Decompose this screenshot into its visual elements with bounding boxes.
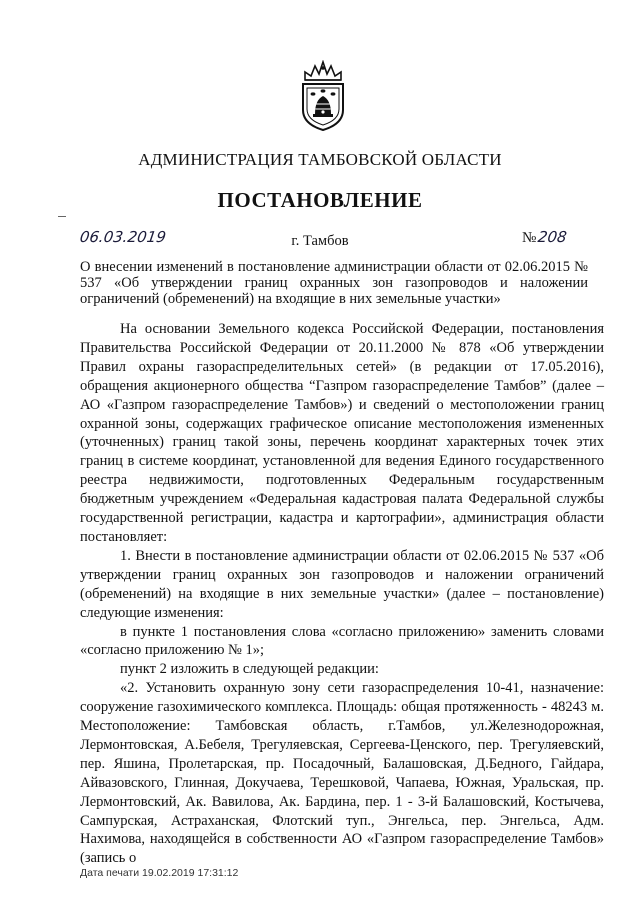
document-type-heading: ПОСТАНОВЛЕНИЕ: [217, 188, 423, 212]
resolution-title: О внесении изменений в постановление администрации области от 02.06.2015 № 537 «Об утверждении границ охранных зон газопроводов и наложении ограничений (обременений) на входящие в них земельные участки»: [80, 259, 588, 307]
resolution-body: [80, 320, 604, 868]
item-2-quote-paragraph: «2. Установить охранную зону сети газораспределения 10-41, назначение: сооружение газохимического комплекса. Площадь: общая протяженность - 48243 м. Местоположение: Тамбовская область, г.Тамбов, ул.Железнодорожная, Лермонтовская, А.Бебеля, Трегуляевская, Сергеева-Ценского, пер. Трегуляевский, пер. Яшина, Пролетарская, пр. Посадочный, Балашовская, Д.Бедного, Гайдара, Айвазовского, Глинная, Докучаева, Терешковой, Чапаева, Южная, Уральская, пр. Лермонтовский, Ак. Вавилова, Ак. Бардина, пер. 1 - 3-й Балашовский, Костычева, Сампурская, Астраханская, Флотский туп., Энгельса, пер. Энгельса, Адм. Нахимова, находящейся в собственности АО «Газпром газораспределение Тамбов» (запись о: [80, 680, 604, 867]
item-1-paragraph: 1. Внести в постановление администрации области от 02.06.2015 № 537 «Об утверждении границ охранных зон газопроводов и наложении ограничений (обременений) на входящие в них земельные участки» (далее – постановление) следующие изменения:: [80, 547, 604, 621]
city-of-issue: г. Тамбов: [291, 233, 349, 249]
item-1b-paragraph: пункт 2 изложить в следующей редакции:: [120, 661, 379, 678]
document-number: [522, 228, 567, 247]
issuing-authority: АДМИНИСТРАЦИЯ ТАМБОВСКОЙ ОБЛАСТИ: [138, 150, 502, 169]
preamble-paragraph: На основании Земельного кодекса Российской Федерации, постановления Правительства Российской Федерации от 20.11.2000 № 878 «Об утверждении Правил охраны газораспределительных сетей» (в редакции от 17.05.2016), обращения акционерного общества “Газпром газораспределение Тамбов” (далее – АО «Газпром газораспределение Тамбов») и сведений о местоположении границ охранной зоны, содержащих графическое описание местоположения измененных (уточненных) границ такой зоны, перечень координат характерных точек этих границ в системе координат, установленной для ведения Единого государственного реестра недвижимости, подготовленных Федеральным государственным бюджетным учреждением «Федеральная кадастровая палата Федеральной службы государственной регистрации, кадастра и картографии», администрация области постановляет:: [80, 321, 604, 545]
handwritten-number: 208: [537, 228, 569, 246]
print-date-footer: Дата печати 19.02.2019 17:31:12: [80, 867, 239, 879]
handwritten-date: 06.03.2019: [78, 228, 168, 246]
number-prefix: №: [522, 230, 537, 246]
tambov-coat-of-arms-icon: [297, 60, 349, 132]
margin-tick-mark: [58, 216, 66, 217]
item-1a-paragraph: в пункте 1 постановления слова «согласно приложению» заменить словами «согласно приложению № 1»;: [80, 623, 604, 659]
